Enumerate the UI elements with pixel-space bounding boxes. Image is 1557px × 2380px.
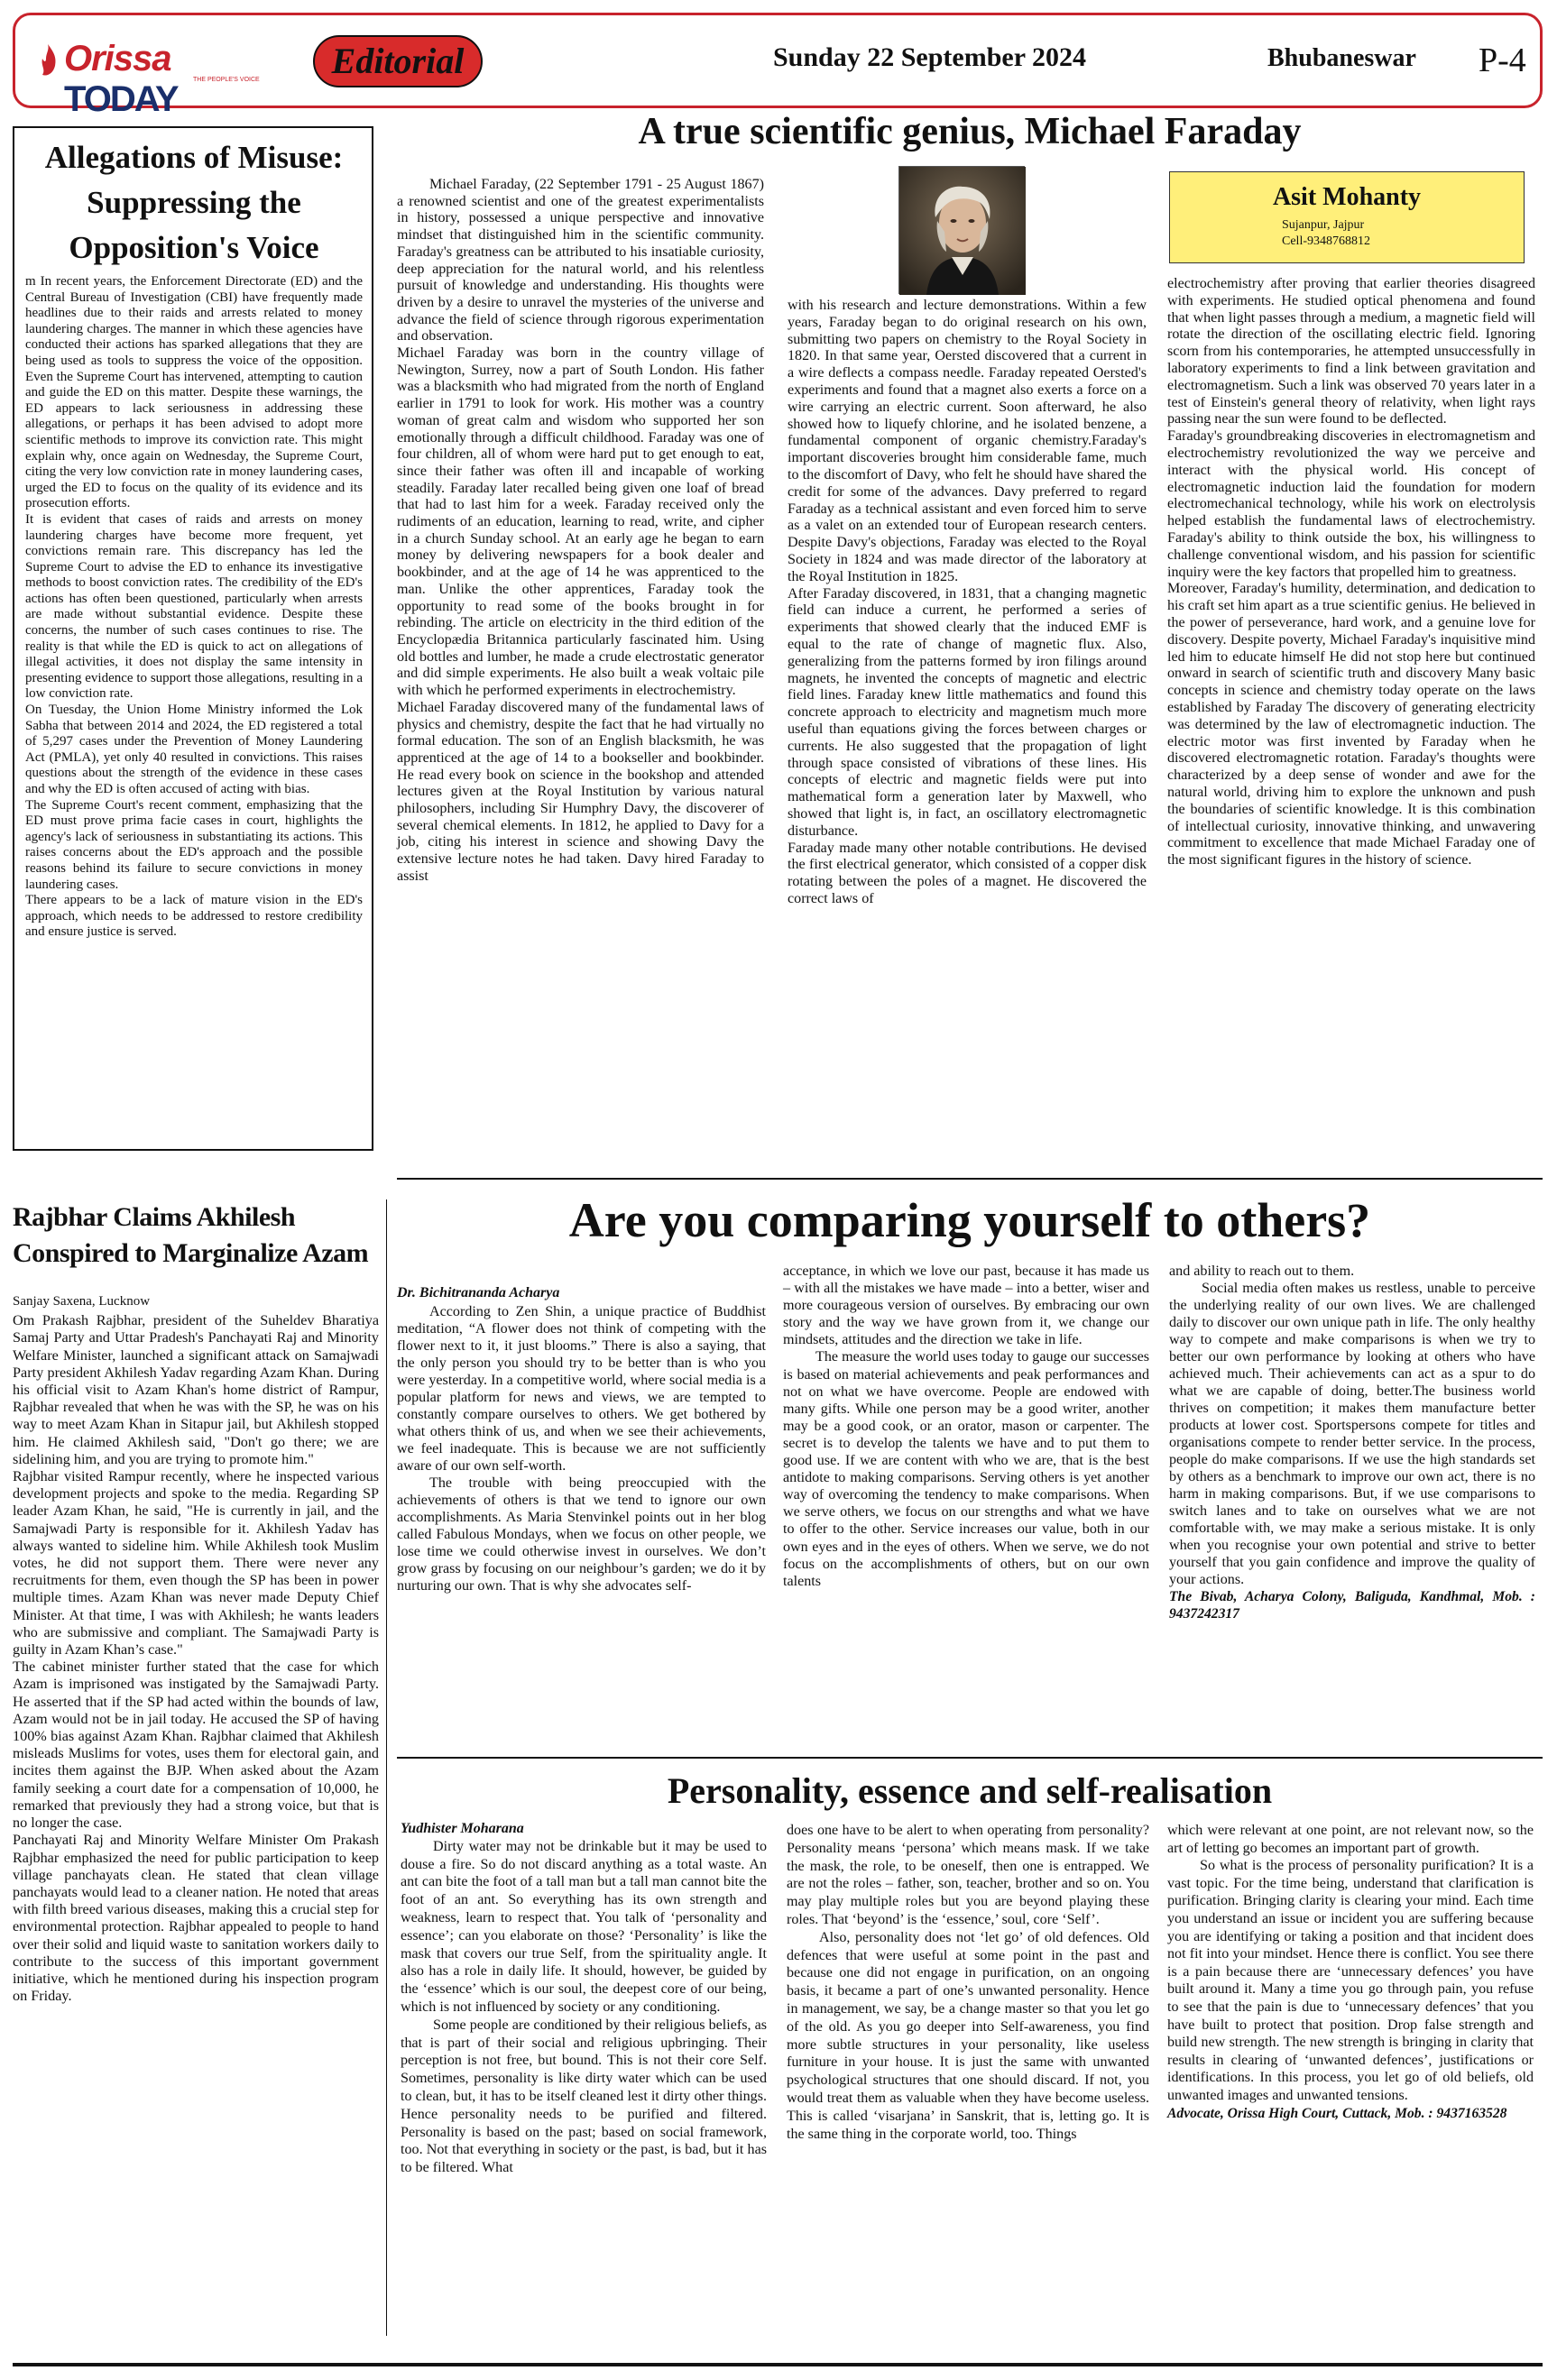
paragraph: On Tuesday, the Union Home Ministry informed the Lok Sabha that between 2014 and 2024, the ED registered a total of 5,297 cases under the Prevention of Money Laundering Act (PMLA), yet only 40 resulted in convictions. This raises questions about the strength of the evidence in these cases and why the ED is often accused of acting with bias. [25, 703, 363, 796]
author-name: Asit Mohanty [1272, 183, 1422, 211]
article-allegations-body [25, 274, 363, 941]
paragraph: electrochemistry after proving that earlier theories disagreed with experiments. He studied optical phenomena and found that when light passes through a medium, a magnetic field will rotate the direction of the oscillating electric field. Ignoring scorn from his contemporaries, he attempted unsuccessfully in laboratory experiments to find a link between gravitation and electromagnetism. Such a link was observed 70 years later in a test of Einstein's general theory of relativity, when light rays passing near the sun were found to be deflected. [1167, 276, 1535, 427]
author-box [1169, 171, 1525, 263]
paragraph: It is evident that cases of raids and arrests on money laundering charges have become more frequent, yet convictions remain rare. This discrepancy has led the Supreme Court to advise the ED to enhance its investigative methods to boost conviction rates. The credibility of the ED's actions has often been questioned, particularly when arrests are made without substantial evidence. Despite these concerns, the number of such cases continues to rise. The reality is that while the ED is quick to act on allegations of illegal activities, it does not display the same intensity in presenting evidence to support those allegations, resulting in a low conviction rate. [25, 511, 363, 702]
paragraph: m In recent years, the Enforcement Directorate (ED) and the Central Bureau of Investigation (CBI) have frequently made headlines due to their raids and arrests related to money laundering charges. The manner in which these agencies have conducted their actions has sparked allegations that they are being used as tools to suppress the voice of the opposition. Even the Supreme Court has intervened, attempting to caution and guide the ED on this matter. Despite these warnings, the ED appears to lack seriousness in addressing these allegations, or perhaps it has been advised to adopt more scientific methods to improve its conviction rate. This might explain why, once again on Wednesday, the Supreme Court, citing the very low conviction rate in money laundering cases, urged the ED to focus on the quality of its evidence and its prosecution efforts. [25, 274, 363, 511]
article-personality-col3 [1167, 1822, 1534, 2122]
author-address: The Bivab, Acharya Colony, Baliguda, Kandhmal, Mob. : 9437242317 [1169, 1589, 1535, 1622]
article-comparing-col2 [783, 1263, 1149, 1590]
paragraph: After Faraday discovered, in 1831, that a changing magnetic field can induce a current, he performed a series of experiments that showed clearly that the induced EMF is equal to the rate of change of magnetic flux. Also, generalizing from the patterns formed by iron filings around magnets, he invented the concepts of magnetic and electric field lines. Faraday knew little mathematics and found this concrete approach to electricity and magnetism much more useful than equations giving the forces between charges or currents. He also suggested that the propagation of light through space consisted of vibrations of these lines. His concepts of electric and magnetic fields were put into mathematical form a generation later by Maxwell, who showed that light is, in fact, an oscillatory electromagnetic disturbance. [788, 585, 1147, 839]
bottom-rule [13, 2363, 1543, 2366]
article-faraday-col2 [788, 298, 1147, 908]
author-phone: Cell-9348768812 [1282, 234, 1370, 248]
paragraph: According to Zen Shin, a unique practice of Buddhist meditation, “A flower does not think of competing with the flower next to it, it just blooms.” There is also a saying, that the only person you should try to be better than is who you were yesterday. In a competitive world, where social media is a popular platform for news and views, we are tempted to constantly compare ourselves to others. We get bothered by what others think of us, and when we see their achievements, we feel inadequate. This is because we are not sufficiently aware of our own self-worth. [397, 1304, 766, 1474]
issue-date: Sunday 22 September 2024 [773, 42, 1086, 72]
byline: Yudhister Moharana [401, 1821, 524, 1836]
article-personality-col2 [787, 1822, 1149, 2143]
logo-wordmark: Orissa TODAY [64, 39, 178, 119]
byline: Sanjay Saxena, Lucknow [13, 1294, 151, 1309]
paragraph: Social media often makes us restless, unable to perceive the underlying reality of our own lives. We are challenged daily to discover our own unique path in life. The only healthy way to compete and make comparisons is when we try to better our own performance by looking at others who have achieved much. Their achievements can act as a spur to do what we are capable of doing, better.The business world thrives on competition; it makes them manufacture better products at lower cost. Sportspersons compete for titles and organisations compete to render better service. In the process, people do make comparisons. If we use the high standards set by others as a benchmark to improve our own act, there is no harm in making comparisons. But, if we use comparisons to switch lanes and to take on ourselves what we are not comfortable with, we may make a serious mistake. It is only when you recognise your own potential and strive to better yourself that you gain confidence and improve the quality of your actions. [1169, 1281, 1535, 1587]
article-comparing-col3 [1169, 1263, 1535, 1622]
article-personality-title: Personality, essence and self-realisation [667, 1770, 1273, 1811]
paragraph: Michael Faraday discovered many of the fundamental laws of physics and chemistry, despite the fact that he had virtually no formal education. The son of an English blacksmith, he was apprenticed at the age of 14 to a bookseller and bookbinder. He read every book on science in the bookshop and attended lectures given at the Royal Institution by various natural philosophers, including Sir Humphry Davy, the discoverer of several chemical elements. In 1812, he applied to Davy for a job, citing his interest in science and showing Davy the extensive lecture notes he had taken. Davy hired Faraday to assist [397, 699, 764, 884]
faraday-portrait [898, 166, 1025, 294]
article-personality-col1 [401, 1820, 767, 2177]
paragraph: The measure the world uses today to gauge our successes is based on material achievements and peak performances and not on what we have overcome. People are endowed with many gifts. While one person may be a good writer, another may be a good cook, or an orator, mason or carpenter. The secret is to develop the talents we have and to put them to good use. If we are content with who we are, that is the best antidote to making comparisons. Serving others is yet another way of overcoming the tendency to make comparisons. When we serve others, we focus on our strengths and what we have to offer to the other. Service increases our value, both in our own eyes and in the eyes of others. When we serve, we do not focus on the accomplishments of others, but on our own talents [783, 1349, 1149, 1589]
horizontal-rule [397, 1757, 1543, 1759]
article-allegations-title: Allegations of Misuse: Suppressing the Opposition's Voice [44, 140, 344, 265]
byline: Dr. Bichitrananda Acharya [397, 1285, 560, 1300]
paragraph: Om Prakash Rajbhar, president of the Suheldev Bharatiya Samaj Party and Uttar Pradesh's Panchayati Raj and Minority Welfare Minister, launched a significant attack on Samajwadi Party president Akhilesh Yadav regarding Azam Khan. During his official visit to Azam Khan's home district of Rampur, Rajbhar revealed that when he was with the SP, he was on his way to meet Azam Khan in Sitapur jail, but Akhilesh stopped him. He claimed Akhilesh said, "Don't go there; we are sidelining him, and you are trying to promote him." [13, 1312, 379, 1467]
masthead [13, 13, 1543, 119]
flame-icon [35, 42, 60, 78]
paragraph: Moreover, Faraday's humility, determination, and dedication to his craft set him apart as a true scientific genius. He believed in the power of perseverance, hard work, and a genuine love for discovery. Despite poverty, Michael Faraday's inquisitive mind led him to educate himself He did not stop here but continued onward in search of scientific truth and discovery Many basic concepts in science and chemistry today operate on the laws established by Faraday The discovery of generating electricity was determined by the law of electromagnetic induction. The electric motor was first invented by Faraday when he discovered electromagnetic rotation. Faraday's thoughts were characterized by a deep sense of wonder and awe for the natural world, driving him to explore the unknown and push the boundaries of scientific knowledge. It is this combination of intellectual curiosity, innovative thinking, and unwavering commitment to excellence that made Michael Faraday one of the most significant figures in the history of science. [1167, 581, 1536, 868]
vertical-rule [386, 1199, 387, 2336]
paragraph: acceptance, in which we love our past, because it has made us – with all the mistakes we have made – into a better, wiser and more courageous version of ourselves. By embracing our own story and the way we have grown from it, we change our mindsets, attitudes and the direction we take in life. [783, 1264, 1149, 1348]
paragraph: Faraday made many other notable contributions. He devised the first electrical generator, which consisted of a copper disk rotating between the poles of a magnet. He discovered the correct laws of [788, 840, 1147, 906]
paragraph: The cabinet minister further stated that the case for which Azam is imprisoned was instigated by the Samajwadi Party. He asserted that if the SP had acted within the bounds of law, Azam would not be in jail today. He accused the SP of having 100% bias against Azam Khan. Rajbhar claimed that Akhilesh misleads Muslims for votes, uses them for electoral gain, and incites them against the BJP. When asked about the Azam family seeking a court date for a compensation of 10,000, he remarked that previously they had a strong voice, but that is no longer the case. [13, 1659, 379, 1832]
article-comparing-col1 [397, 1284, 766, 1594]
paragraph: Michael Faraday was born in the country village of Newington, Surrey, now a part of South London. His father was a blacksmith who had migrated from the north of England earlier in 1791 to look for work. His mother was a country woman of great calm and wisdom who supported her son emotionally through a difficult childhood. Faraday was one of four children, all of whom were hard put to get enough to eat, since their father was often ill and incapable of working steadily. Faraday later recalled being given one loaf of bread that had to last him for a week. Faraday received only the rudiments of an education, learning to read, write, and cipher in a church Sunday school. At an early age he began to earn money by delivering newspapers for a book dealer and bookbinder, and at the age of 14 he was apprenticed to the man. Unlike the other apprentices, Faraday took the opportunity to read some of the books brought in for rebinding. The article on electricity in the third edition of the Encyclopædia Britannica particularly fascinated him. Using old bottles and lumber, he made a crude electrostatic generator and did simple experiments. He also built a weak voltaic pile with which he performed experiments in electrochemistry. [397, 345, 764, 699]
paragraph: Faraday's groundbreaking discoveries in electromagnetism and electrochemistry revolutionized the way we perceive and interact with the physical world. His concept of electromagnetic induction laid the foundation for modern electromechanical technology, while his work on electrolysis helped establish the fundamental laws of electrochemistry. Faraday's ability to think outside the box, his willingness to challenge conventional wisdom, and his passion for scientific inquiry were the key factors that propelled him to greatness. [1167, 428, 1535, 580]
paragraph: Panchayati Raj and Minority Welfare Minister Om Prakash Rajbhar emphasized the need for public participation to keep village panchayats clean. He stated that clean village panchayats would lead to a cleaner nation. He noted that areas with filth breed various diseases, making this a crucial step for environmental protection. Rajbhar appealed to people to hand over their solid and liquid waste to sanitation workers daily to contribute to the success of this important government initiative, which he mentioned during his inspection program on Friday. [13, 1832, 379, 2005]
paragraph: Dirty water may not be drinkable but it may be used to douse a fire. So do not discard anything as a total waste. An ant can bite the foot of a tall man but a tall man cannot bite the foot of an ant. So everything has its own strength and weakness, learn to respect that. You talk of ‘personality and essence’; can you elaborate on those? ‘Personality’ is like the mask that covers our true Self, from the spirituality angle. It also has a role in daily life. It should, however, be guided by the ‘essence’ which is our soul, the deepest core of our being, which is not influenced by society or any conditioning. [401, 1838, 767, 2015]
article-rajbhar-title: Rajbhar Claims Akhilesh Conspired to Marginalize Azam [13, 1202, 369, 1268]
article-faraday-col3 [1167, 276, 1535, 869]
paragraph: The Supreme Court's recent comment, emphasizing that the ED must prove prima facie cases in court, highlights the agency's lack of seriousness in substantiating its actions. This raises concerns about the ED's approach and the possible reasons behind its failure to secure convictions in money laundering cases. [25, 797, 363, 892]
horizontal-rule [397, 1178, 1543, 1180]
section-label: Editorial [313, 35, 483, 87]
author-address [1282, 217, 1370, 250]
author-location: Sujanpur, Jajpur [1282, 218, 1365, 232]
paragraph: So what is the process of personality purification? It is a vast topic. For the time being, understand that clarification is purification. Bringing clarity is clearing your mind. Each time you understand an issue or incident you are suffering because you are identifying or taking a position and that incident does not fit into your mindset. Hence there is conflict. You see there is a pain because there are ‘unnecessary defences’ you have built around it. Many a time you go through pain, you refuse to see that the pain is due to ‘unnecessary defences’ that you have built to protect that position. Drop false strength and build new strength. The new strength is bringing in clarity that results in clearing of ‘unwanted defences’, justifications or identifications. In this process, you let go of old beliefs, old unwanted images and unwanted tensions. [1167, 1858, 1534, 2103]
paragraph: and ability to reach out to them. [1169, 1264, 1355, 1279]
logo-tagline: THE PEOPLE'S VOICE [193, 77, 260, 83]
orissa-today-logo [35, 39, 261, 119]
paragraph: Also, personality does not ‘let go’ of old defences. Old defences that were useful at some point in the past and because one did not engage in purification, on an ongoing basis, it became a part of one’s unwanted personality. Hence in management, we say, be a change master so that you let go of the old. As you go deeper into Self-awareness, you find more subtle structures in your personality, like useless furniture in your house. It is just the same with unwanted psychological structures that one should discard. If not, you would treat them as valuable when they have become useless. This is called ‘visarjana’ in Sanskrit, that is, letting go. It is the same thing in the corporate world, too. Things [787, 1929, 1149, 2142]
article-faraday-col1 [397, 177, 764, 886]
article-rajbhar-body [13, 1293, 379, 2005]
edition-city: Bhubaneswar [1267, 44, 1416, 72]
paragraph: which were relevant at one point, are not relevant now, so the art of letting go becomes an important part of growth. [1167, 1823, 1534, 1856]
paragraph: The trouble with being preoccupied with the achievements of others is that we tend to ignore our own accomplishments. As Maria Stenvinkel points out in her blog called Fabulous Mondays, when we focus on other people, we lose time we could otherwise invest in ourselves. We don’t grow grass by focusing on our neighbour’s garden; we do it by nurturing our own. That is why she advocates self- [397, 1475, 766, 1594]
article-faraday-title: A true scientific genius, Michael Faraday [638, 111, 1302, 152]
paragraph: Rajbhar visited Rampur recently, where he inspected various development projects and spoke to the media. Regarding SP leader Azam Khan, he said, "He is currently in jail, and the Samajwadi Party is responsible for it. Akhilesh Yadav has always wanted to sideline him. While Akhilesh took Muslim votes, he did not support them. There were never any recruitments for them, even though the SP has been in power multiple times. Azam Khan was never made Deputy Chief Minister. At that time, I was with Akhilesh; he wants leaders who are submissive and compliant. The Samajwadi Party is guilty in Azam Khan’s case." [13, 1468, 379, 1659]
paragraph: does one have to be alert to when operating from personality? Personality means ‘persona’ which means mask. If we take the mask, the role, to be oneself, then one is entrapped. We are not the roles – father, son, teacher, brother and so on. You may play multiple roles but you are beyond playing these roles. That ‘beyond’ is the ‘essence,’ soul, core ‘Self’. [787, 1823, 1149, 1927]
author-address: Advocate, Orissa High Court, Cuttack, Mob. : 9437163528 [1167, 2105, 1507, 2121]
paragraph: with his research and lecture demonstrations. Within a few years, Faraday began to do original research on his own, submitting two papers on chemistry to the Royal Society in 1820. In that same year, Oersted discovered that a current in a wire deflects a compass needle. Faraday repeated Oersted's experiments and found that a magnet also exerts a force on a wire carrying an electric current. Soon afterward, he also showed how to liquefy chlorine, and he isolated benzene, a fundamental component of organic chemistry.Faraday's important discoveries brought him considerable fame, much to the discomfort of Davy, who felt he should have shared the credit for some of the advances. Davy preferred to regard Faraday as a technical assistant and even forced him to serve as a valet on an extended tour of European research centers. Despite Davy's objections, Faraday was elected to the Royal Society in 1824 and was made director of the laboratory at the Royal Institution in 1825. [788, 298, 1147, 584]
page-number: P-4 [1479, 41, 1526, 79]
article-comparing-title: Are you comparing yourself to others? [568, 1193, 1371, 1247]
paragraph: There appears to be a lack of mature vision in the ED's approach, which needs to be addressed to restore credibility and ensure justice is served. [25, 893, 363, 940]
paragraph: Some people are conditioned by their religious beliefs, as that is part of their social and religious upbringing. Their perception is not free, but bound. This is not their core Self. Sometimes, personality is like dirty water which can be used to clean, but, it has to be itself cleaned lest it dirty other things. Hence personality needs to be purified and filtered. Personality is based on the past; based on social framework, too. Not that everything in society or the past, is bad, but it has to be filtered. What [401, 2017, 767, 2176]
portrait-image [899, 167, 1026, 295]
paragraph: Michael Faraday, (22 September 1791 - 25 August 1867) a renowned scientist and one of the greatest experimentalists in history, possessed a unique perspective and innovative mindset that distinguished him in the scientific community. Faraday's greatness can be attributed to his insatiable curiosity, deep appreciation for the natural world, and his relentless pursuit of knowledge and understanding. His thoughts were driven by a desire to unravel the mysteries of the universe and advance the field of science through rigorous experimentation and observation. [397, 177, 764, 345]
